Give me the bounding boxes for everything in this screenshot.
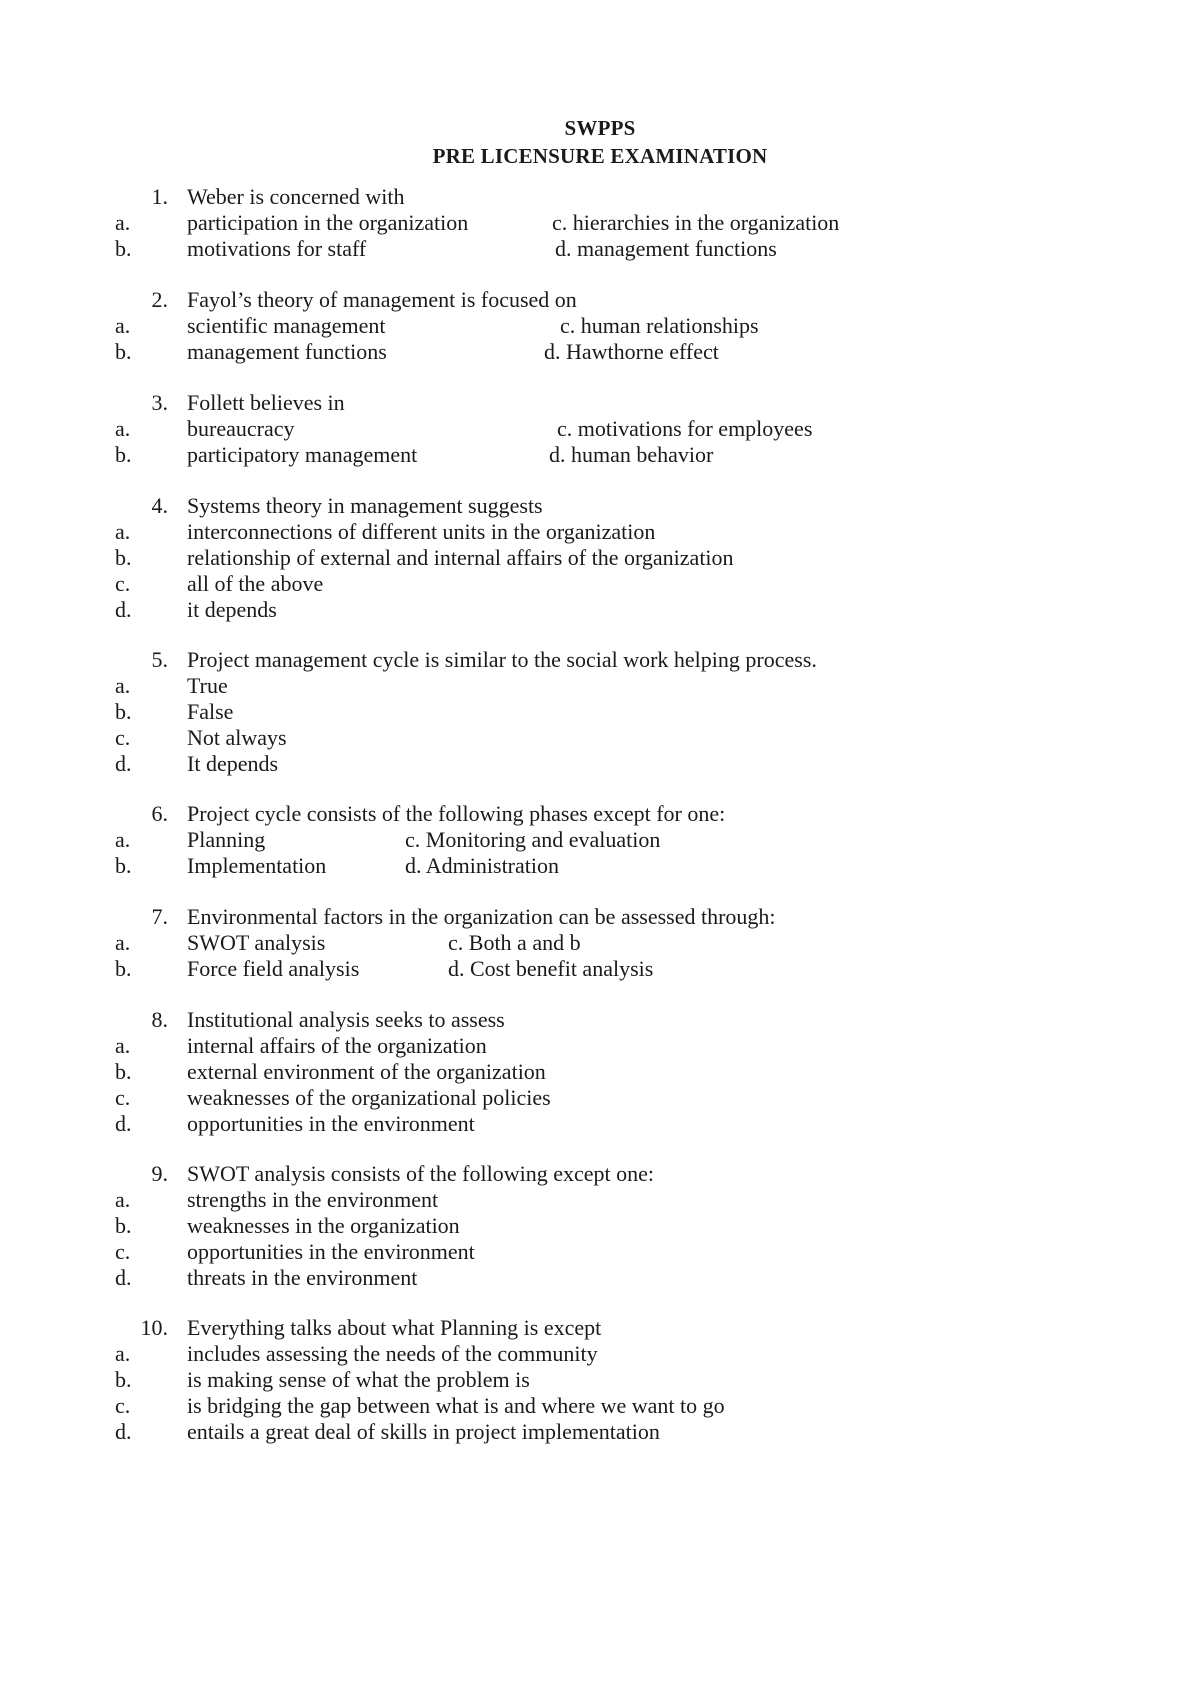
question-number: 8. — [151, 1007, 168, 1032]
option-letter: b. — [115, 853, 132, 878]
option-text-secondary: d. Administration — [405, 853, 559, 878]
option-letter: d. — [115, 597, 132, 622]
option-text: True — [187, 673, 228, 698]
question-number: 10. — [140, 1315, 168, 1340]
option-text: strengths in the environment — [187, 1187, 439, 1212]
exam-subtitle: PRE LICENSURE EXAMINATION — [432, 144, 768, 168]
option-letter: c. — [115, 725, 131, 750]
answer-option-row — [0, 1084, 1200, 1112]
answer-option-row — [0, 1418, 1200, 1446]
option-text: Implementation — [187, 853, 327, 878]
answer-option-row — [0, 852, 1200, 880]
option-text: external environment of the organization — [187, 1059, 546, 1084]
answer-option-row — [0, 441, 1200, 469]
option-letter: a. — [115, 930, 131, 955]
question-stem: Project management cycle is similar to the social work helping process. — [187, 647, 817, 672]
option-text-secondary: d. management functions — [555, 236, 777, 261]
option-text: opportunities in the environment — [187, 1239, 475, 1264]
question-stem-line — [0, 646, 1200, 674]
option-letter: b. — [115, 1059, 132, 1084]
option-letter: a. — [115, 210, 131, 235]
answer-option-row — [0, 1110, 1200, 1138]
option-text: is making sense of what the problem is — [187, 1367, 530, 1392]
answer-option-row — [0, 1058, 1200, 1086]
answer-option-row — [0, 1340, 1200, 1368]
option-text-secondary: d. Cost benefit analysis — [448, 956, 654, 981]
question-stem: Follett believes in — [187, 390, 345, 415]
question-number: 2. — [151, 287, 168, 312]
option-text: all of the above — [187, 571, 324, 596]
answer-option-row — [0, 338, 1200, 366]
question-stem-line — [0, 286, 1200, 314]
question-stem-line — [0, 492, 1200, 520]
question-number: 7. — [151, 904, 168, 929]
option-text: entails a great deal of skills in project implementation — [187, 1419, 660, 1444]
answer-option-row — [0, 672, 1200, 700]
option-letter: c. — [115, 571, 131, 596]
option-letter: b. — [115, 1213, 132, 1238]
option-text: Force field analysis — [187, 956, 360, 981]
option-letter: c. — [115, 1393, 131, 1418]
answer-option-row — [0, 1392, 1200, 1420]
option-text: It depends — [187, 751, 279, 776]
option-letter: b. — [115, 956, 132, 981]
option-text: threats in the environment — [187, 1265, 418, 1290]
question-stem-line — [0, 389, 1200, 417]
answer-option-row — [0, 698, 1200, 726]
option-text: participation in the organization — [187, 210, 469, 235]
option-text-secondary: c. Both a and b — [448, 930, 581, 955]
option-letter: a. — [115, 1187, 131, 1212]
option-text: motivations for staff — [187, 236, 367, 261]
option-letter: b. — [115, 442, 132, 467]
answer-option-row — [0, 826, 1200, 854]
option-text: internal affairs of the organization — [187, 1033, 487, 1058]
answer-option-row — [0, 415, 1200, 443]
option-text: participatory management — [187, 442, 418, 467]
answer-option-row — [0, 570, 1200, 598]
answer-option-row — [0, 235, 1200, 263]
option-letter: d. — [115, 1419, 132, 1444]
answer-option-row — [0, 1186, 1200, 1214]
option-text: interconnections of different units in the organization — [187, 519, 656, 544]
question-stem-line — [0, 800, 1200, 828]
answer-option-row — [0, 1238, 1200, 1266]
option-letter: b. — [115, 699, 132, 724]
option-text: weaknesses of the organizational policies — [187, 1085, 551, 1110]
option-text: SWOT analysis — [187, 930, 326, 955]
option-letter: d. — [115, 1265, 132, 1290]
question-number: 9. — [151, 1161, 168, 1186]
option-letter: b. — [115, 1367, 132, 1392]
answer-option-row — [0, 596, 1200, 624]
question-stem: Everything talks about what Planning is except — [187, 1315, 602, 1340]
option-text-secondary: d. human behavior — [549, 442, 714, 467]
option-letter: b. — [115, 545, 132, 570]
option-letter: a. — [115, 416, 131, 441]
option-letter: a. — [115, 519, 131, 544]
option-text: weaknesses in the organization — [187, 1213, 460, 1238]
option-text: False — [187, 699, 234, 724]
answer-option-row — [0, 209, 1200, 237]
option-letter: b. — [115, 236, 132, 261]
answer-option-row — [0, 1212, 1200, 1240]
option-letter: d. — [115, 1111, 132, 1136]
option-letter: a. — [115, 673, 131, 698]
option-text: relationship of external and internal affairs of the organization — [187, 545, 734, 570]
option-text: Planning — [187, 827, 266, 852]
option-text: scientific management — [187, 313, 386, 338]
option-text-secondary: c. Monitoring and evaluation — [405, 827, 661, 852]
question-number: 6. — [151, 801, 168, 826]
question-number: 1. — [151, 184, 168, 209]
question-number: 3. — [151, 390, 168, 415]
question-stem-line — [0, 183, 1200, 211]
question-number: 4. — [151, 493, 168, 518]
option-text: includes assessing the needs of the community — [187, 1341, 598, 1366]
question-stem-line — [0, 1006, 1200, 1034]
question-stem: Institutional analysis seeks to assess — [187, 1007, 505, 1032]
question-stem: Environmental factors in the organization can be assessed through: — [187, 904, 776, 929]
answer-option-row — [0, 1032, 1200, 1060]
option-letter: a. — [115, 827, 131, 852]
answer-option-row — [0, 1366, 1200, 1394]
option-text-secondary: d. Hawthorne effect — [544, 339, 719, 364]
exam-title: SWPPS — [564, 116, 636, 140]
option-letter: a. — [115, 1033, 131, 1058]
question-stem-line — [0, 1314, 1200, 1342]
answer-option-row — [0, 544, 1200, 572]
option-text: opportunities in the environment — [187, 1111, 475, 1136]
answer-option-row — [0, 929, 1200, 957]
option-text: bureaucracy — [187, 416, 295, 441]
option-letter: c. — [115, 1085, 131, 1110]
option-letter: b. — [115, 339, 132, 364]
option-text-secondary: c. hierarchies in the organization — [552, 210, 840, 235]
option-letter: c. — [115, 1239, 131, 1264]
question-stem: Fayol’s theory of management is focused on — [187, 287, 577, 312]
option-letter: d. — [115, 751, 132, 776]
question-stem: Project cycle consists of the following phases except for one: — [187, 801, 726, 826]
answer-option-row — [0, 312, 1200, 340]
question-stem: Systems theory in management suggests — [187, 493, 543, 518]
option-letter: a. — [115, 1341, 131, 1366]
answer-option-row — [0, 750, 1200, 778]
option-text: management functions — [187, 339, 387, 364]
answer-option-row — [0, 1264, 1200, 1292]
question-stem-line — [0, 903, 1200, 931]
answer-option-row — [0, 518, 1200, 546]
option-text: it depends — [187, 597, 277, 622]
option-letter: a. — [115, 313, 131, 338]
answer-option-row — [0, 724, 1200, 752]
answer-option-row — [0, 955, 1200, 983]
question-number: 5. — [151, 647, 168, 672]
option-text: Not always — [187, 725, 287, 750]
question-stem-line — [0, 1160, 1200, 1188]
question-stem: Weber is concerned with — [187, 184, 405, 209]
option-text-secondary: c. human relationships — [560, 313, 759, 338]
option-text: is bridging the gap between what is and where we want to go — [187, 1393, 725, 1418]
option-text-secondary: c. motivations for employees — [557, 416, 813, 441]
question-stem: SWOT analysis consists of the following except one: — [187, 1161, 655, 1186]
